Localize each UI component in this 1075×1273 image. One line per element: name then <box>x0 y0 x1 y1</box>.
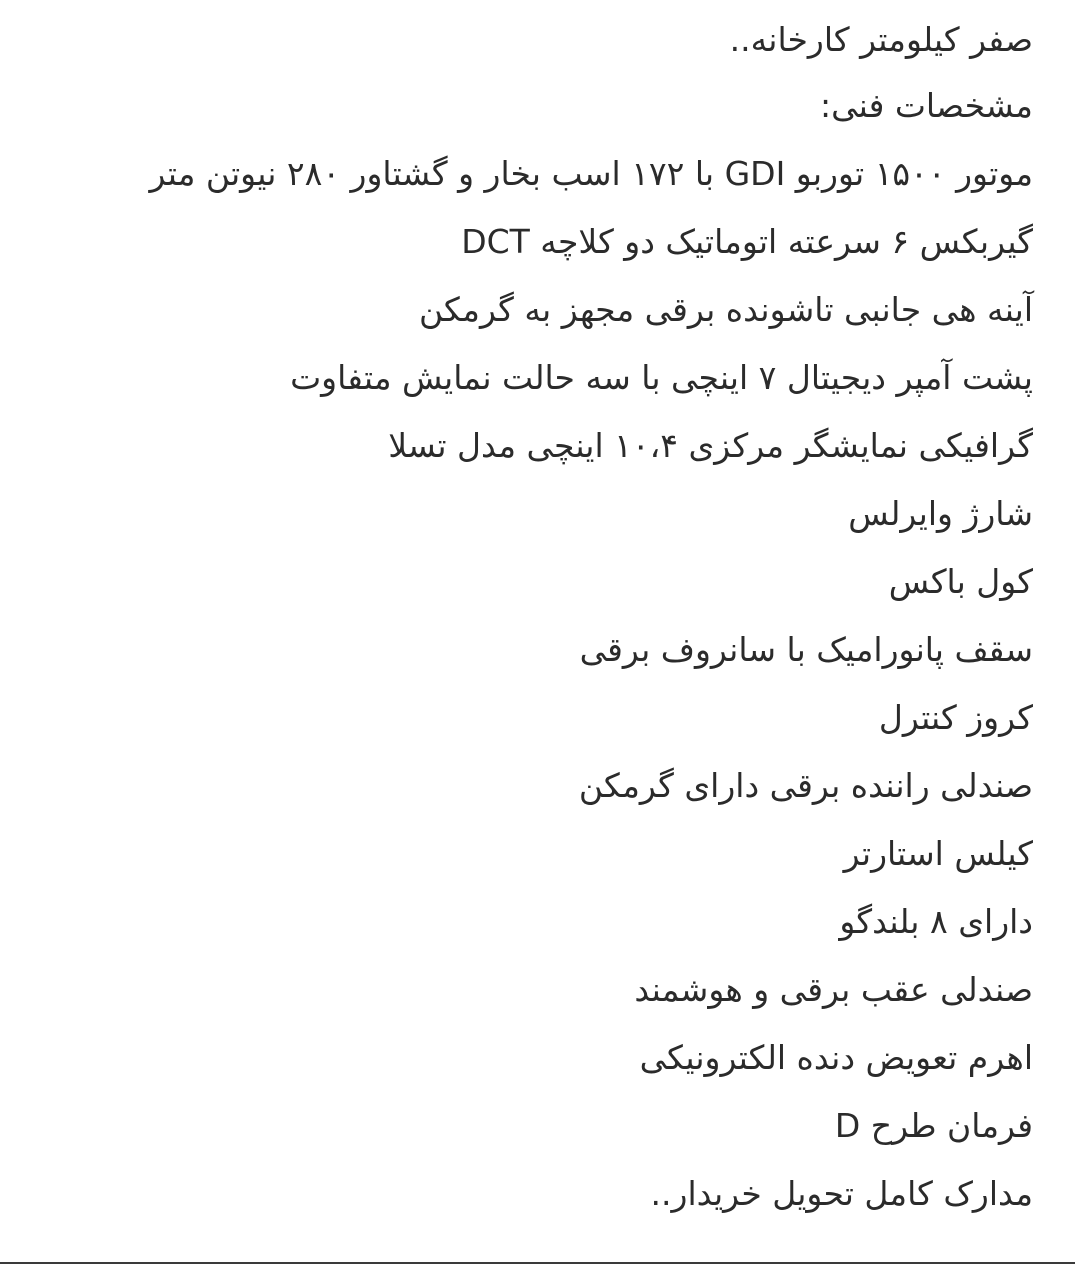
text-line: موتور ۱۵۰۰ توربو GDI با ۱۷۲ اسب بخار و گشتاور ۲۸۰ نیوتن متر <box>149 154 1033 193</box>
text-line: کیلس استارتر <box>843 834 1033 873</box>
text-line: گرافیکی نمایشگر مرکزی ۱۰،۴ اینچی مدل تسلا <box>388 426 1033 465</box>
message-text <box>30 0 1033 1228</box>
text-line: آینه هی جانبی تاشونده برقی مجهز به گرمکن <box>418 290 1033 329</box>
text-line: اهرم تعویض دنده الکترونیکی <box>639 1038 1033 1077</box>
text-line: صندلی راننده برقی دارای گرمکن <box>578 766 1033 805</box>
text-line: گیربکس ۶ سرعته اتوماتیک دو کلاچه DCT <box>461 222 1033 261</box>
text-line: شارژ وایرلس <box>848 494 1033 533</box>
divider <box>0 1262 1075 1264</box>
text-line: صندلی عقب برقی و هوشمند <box>634 970 1033 1009</box>
text-line: صفر کیلومتر کارخانه.. <box>729 20 1033 59</box>
text-line: کول باکس <box>888 562 1033 601</box>
text-line: کروز کنترل <box>878 698 1033 737</box>
text-line: مشخصات فنی: <box>819 86 1033 125</box>
text-line: مدارک کامل تحویل خریدار.. <box>650 1174 1033 1213</box>
text-line: دارای ۸ بلندگو <box>839 902 1033 941</box>
text-line: پشت آمپر دیجیتال ۷ اینچی با سه حالت نمایش متفاوت <box>290 358 1033 397</box>
text-line: فرمان طرح D <box>834 1106 1033 1145</box>
text-line: سقف پانورامیک با سانروف برقی <box>579 630 1033 669</box>
